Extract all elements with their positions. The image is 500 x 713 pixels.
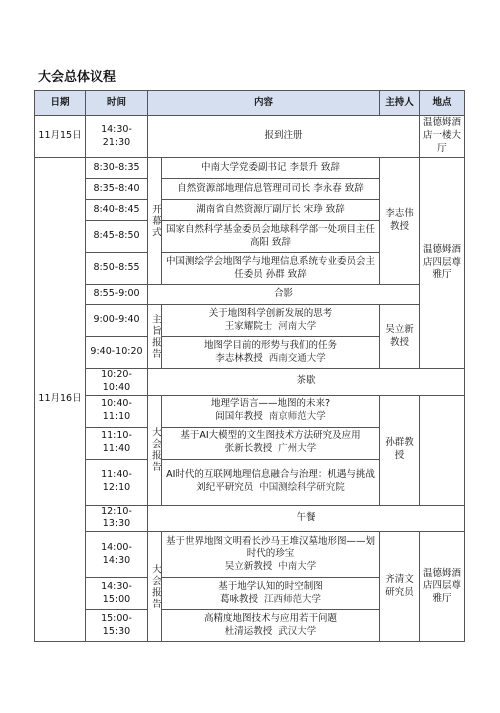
- header-host: 主持人: [380, 91, 420, 116]
- photo-time: 8:55-9:00: [86, 285, 148, 305]
- session-time: 8:50-8:55: [86, 253, 148, 285]
- talk-affiliation: 江西师范大学: [264, 593, 322, 605]
- session-time: 14:30-15:00: [86, 578, 148, 610]
- talk-affiliation: 广州大学: [278, 443, 317, 455]
- talks1-place: [420, 395, 465, 505]
- session-time: 9:40-10:20: [86, 337, 148, 369]
- session-time: 15:00-15:30: [86, 610, 148, 642]
- lunch-content: 午餐: [148, 505, 465, 532]
- talk-affiliation: 河南大学: [278, 320, 317, 332]
- talk-title: 地理学语言——地图的未来?: [210, 398, 331, 410]
- talk-speaker: 张新长教授: [224, 443, 273, 455]
- table-row: [35, 369, 465, 396]
- break-time: 10:20-10:40: [86, 369, 148, 396]
- page-title: 大会总体议程: [38, 70, 117, 85]
- talk-cell: [162, 578, 380, 610]
- session-content: 自然资源部地理信息管理司司长 李永春 致辞: [162, 179, 380, 200]
- day1-place: 温德姆酒店一楼大厅: [420, 116, 465, 158]
- session-time: 8:35-8:40: [86, 179, 148, 200]
- table-row: [35, 505, 465, 532]
- talks2-label: 大会报告: [148, 532, 162, 642]
- afternoon-place: 温德姆酒店四层尊雅厅: [420, 532, 465, 642]
- agenda-table: [34, 90, 465, 642]
- photo-content: 合影: [148, 285, 420, 305]
- session-time: 11:40-12:10: [86, 459, 148, 505]
- talk-affiliation: 武汉大学: [278, 625, 317, 637]
- talk-affiliation: 南京师范大学: [268, 411, 326, 423]
- table-row: [35, 158, 465, 179]
- talk-cell: [162, 610, 380, 642]
- talk-speaker: 王家耀院士: [224, 320, 273, 332]
- header-row: [35, 91, 465, 116]
- header-time: 时间: [86, 91, 148, 116]
- talks1-label: 大会报告: [148, 395, 162, 505]
- talk-speaker: 闾国年教授: [215, 411, 263, 423]
- talks1-host: 孙群教授: [380, 395, 420, 505]
- talk-cell: [162, 532, 380, 578]
- session-time: 8:45-8:50: [86, 221, 148, 253]
- session-time: 14:00-14:30: [86, 532, 148, 578]
- table-row: [35, 116, 465, 158]
- keynote-host: 吴立新教授: [380, 305, 420, 369]
- session-time: 9:00-9:40: [86, 305, 148, 337]
- header-content: 内容: [148, 91, 380, 116]
- talk-cell: [162, 459, 380, 505]
- session-content: 中南大学党委副书记 李景升 致辞: [162, 158, 380, 179]
- keynote-label: 主旨报告: [148, 305, 162, 369]
- table-row: [35, 395, 465, 427]
- day1-date: 11月15日: [35, 116, 86, 158]
- talks2-host: 齐清文研究员: [380, 532, 420, 642]
- talk-speaker: 葛咏教授: [219, 593, 258, 605]
- talk-cell: [162, 337, 380, 369]
- talk-title: 基于地学认知的时空制图: [218, 580, 323, 592]
- talk-title: 基于世界地图文明看长沙马王堆汉墓地形图——划时代的珍宝: [166, 535, 376, 560]
- session-time: 11:10-11:40: [86, 427, 148, 459]
- day2-date: 11月16日: [35, 158, 86, 642]
- talk-title: AI时代的互联网地理信息融合与治理：机遇与挑战: [166, 469, 375, 481]
- opening-label: 开幕式: [148, 158, 162, 285]
- session-content: 中国测绘学会地图学与地理信息系统专业委员会主任委员 孙群 致辞: [162, 253, 380, 285]
- talk-title: 高精度地图技术与应用若干问题: [204, 612, 338, 624]
- opening-host: 李志伟教授: [380, 158, 420, 285]
- break-content: 茶歇: [148, 369, 465, 396]
- talk-cell: [162, 395, 380, 427]
- talk-speaker: 刘纪平研究员: [196, 482, 254, 494]
- talk-affiliation: 中南大学: [278, 561, 317, 573]
- header-date: 日期: [35, 91, 86, 116]
- talk-title: 基于AI大模型的文生图技术方法研究及应用: [180, 430, 361, 442]
- day1-content: 报到注册: [148, 116, 420, 158]
- talk-affiliation: 中国测绘科学研究院: [259, 482, 345, 494]
- morning-place: 温德姆酒店四层尊雅厅: [420, 158, 465, 369]
- session-time: 8:30-8:35: [86, 158, 148, 179]
- talk-speaker: 杜清运教授: [224, 625, 273, 637]
- table-row: [35, 305, 465, 337]
- table-row: [35, 285, 465, 305]
- talk-affiliation: 西南交通大学: [268, 352, 326, 364]
- day1-time: 14:30-21:30: [86, 116, 148, 158]
- session-time: 8:40-8:45: [86, 200, 148, 221]
- session-time: 10:40-11:10: [86, 395, 148, 427]
- talk-cell: [162, 305, 380, 337]
- lunch-time: 12:10-13:30: [86, 505, 148, 532]
- table-row: [35, 532, 465, 578]
- session-content: 湖南省自然资源厅副厅长 宋琤 致辞: [162, 200, 380, 221]
- talk-title: 关于地图科学创新发展的思考: [208, 307, 333, 319]
- talk-title: 地图学目前的形势与我们的任务: [204, 339, 338, 351]
- header-place: 地点: [420, 91, 465, 116]
- talk-speaker: 吴立新教授: [224, 561, 273, 573]
- talk-speaker: 李志林教授: [215, 352, 263, 364]
- session-content: 国家自然科学基金委员会地球科学部一处项目主任 高阳 致辞: [162, 221, 380, 253]
- talk-cell: [162, 427, 380, 459]
